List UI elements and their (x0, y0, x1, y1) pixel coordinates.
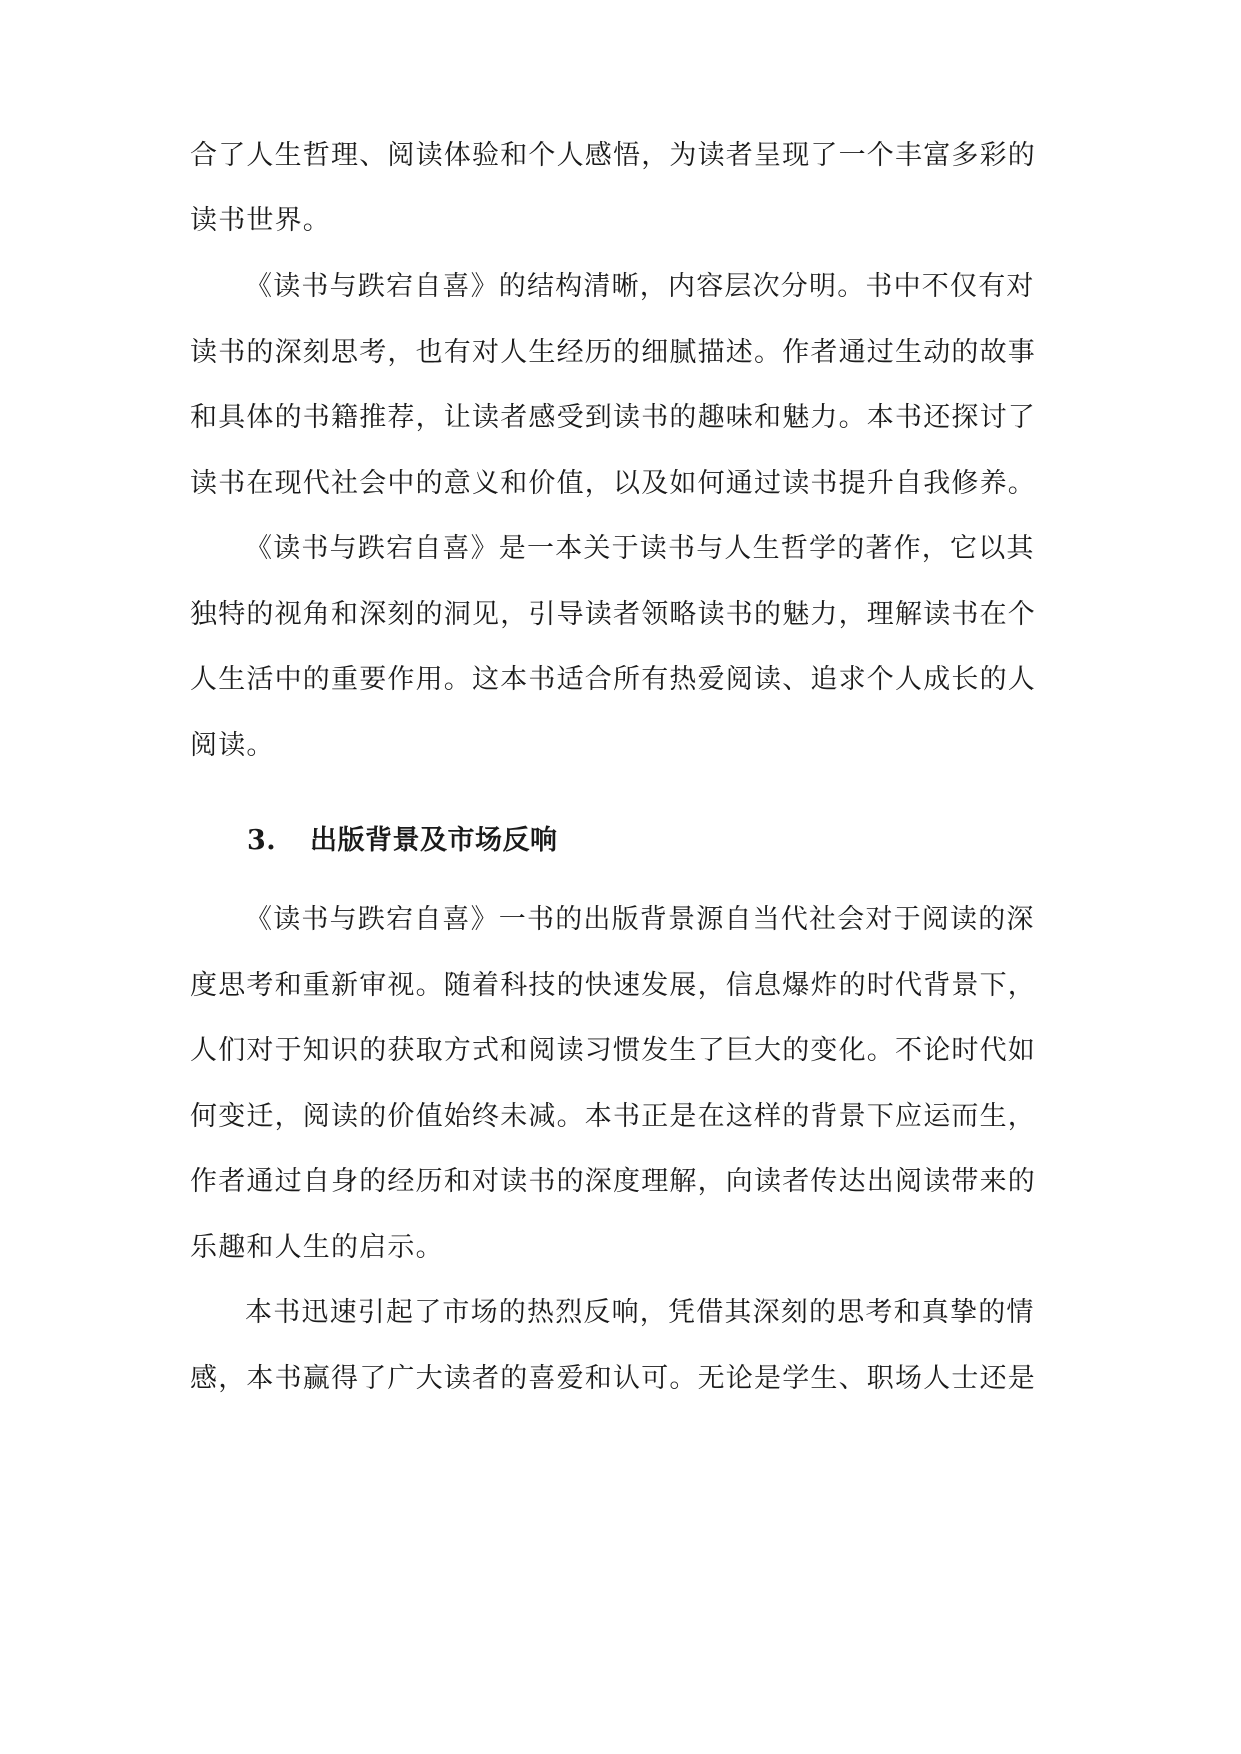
section-number: 3. (247, 825, 277, 856)
paragraph-4-line-2: 度思考和重新审视。随着科技的快速发展，信息爆炸的时代背景下， (190, 970, 1036, 1001)
section-heading (247, 821, 558, 861)
paragraph-2-line-1: 《读书与跌宕自喜》的结构清晰，内容层次分明。书中不仅有对 (245, 271, 1035, 302)
paragraph-4-line-4: 何变迁，阅读的价值始终未减。本书正是在这样的背景下应运而生， (190, 1101, 1036, 1132)
paragraph-4-line-3: 人们对于知识的获取方式和阅读习惯发生了巨大的变化。不论时代如 (190, 1035, 1036, 1066)
paragraph-5-line-2: 感，本书赢得了广大读者的喜爱和认可。无论是学生、职场人士还是 (190, 1363, 1036, 1394)
paragraph-1-line-1: 合了人生哲理、阅读体验和个人感悟，为读者呈现了一个丰富多彩的 (190, 140, 1036, 171)
paragraph-3-line-2: 独特的视角和深刻的洞见，引导读者领略读书的魅力，理解读书在个 (190, 599, 1036, 630)
paragraph-2-line-3: 和具体的书籍推荐，让读者感受到读书的趣味和魅力。本书还探讨了 (190, 402, 1036, 433)
paragraph-4-line-5: 作者通过自身的经历和对读书的深度理解，向读者传达出阅读带来的 (190, 1166, 1036, 1197)
paragraph-1-line-2: 读书世界。 (190, 205, 331, 236)
section-title: 出版背景及市场反响 (310, 825, 558, 856)
paragraph-3-line-1: 《读书与跌宕自喜》是一本关于读书与人生哲学的著作，它以其 (245, 533, 1035, 564)
paragraph-3-line-3: 人生活中的重要作用。这本书适合所有热爱阅读、追求个人成长的人 (190, 664, 1036, 695)
paragraph-4-line-1: 《读书与跌宕自喜》一书的出版背景源自当代社会对于阅读的深 (245, 904, 1035, 935)
paragraph-5-line-1: 本书迅速引起了市场的热烈反响，凭借其深刻的思考和真挚的情 (245, 1297, 1035, 1328)
paragraph-2-line-2: 读书的深刻思考，也有对人生经历的细腻描述。作者通过生动的故事 (190, 337, 1036, 368)
paragraph-4-line-6: 乐趣和人生的启示。 (190, 1232, 444, 1263)
paragraph-2-line-4: 读书在现代社会中的意义和价值，以及如何通过读书提升自我修养。 (190, 468, 1036, 499)
paragraph-3-line-4: 阅读。 (190, 730, 275, 761)
